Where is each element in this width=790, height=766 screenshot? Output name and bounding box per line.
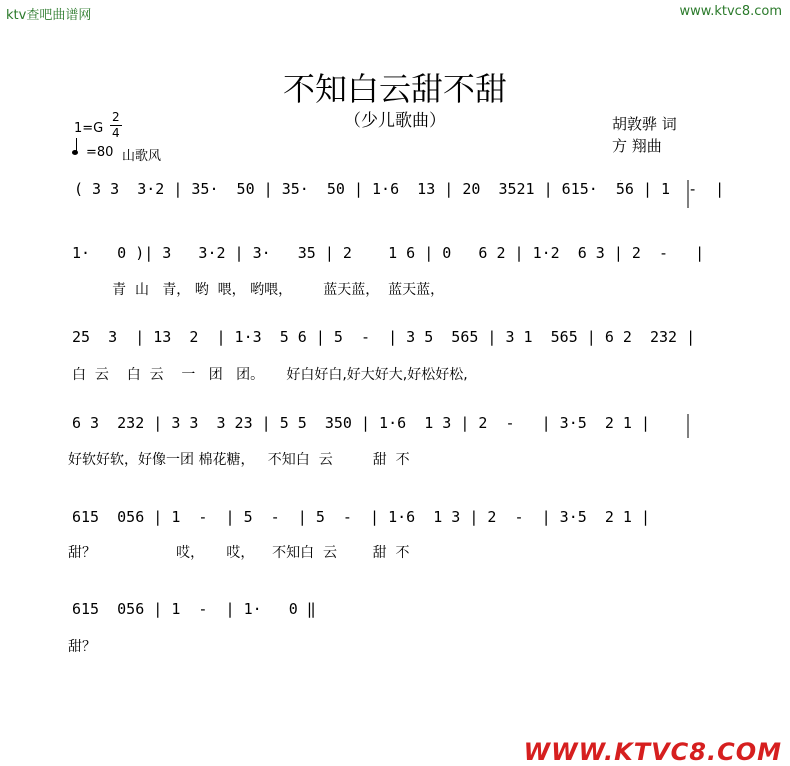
page-title: 不知白云甜不甜 bbox=[282, 70, 507, 108]
time-signature-bottom: 4 bbox=[112, 126, 120, 140]
score-row-5 bbox=[0, 508, 790, 598]
score-row-4 bbox=[0, 414, 790, 504]
watermark-top-right: www.ktvc8.com bbox=[679, 4, 782, 19]
page-subtitle: （少儿歌曲） bbox=[344, 111, 446, 131]
row-4-marks bbox=[0, 414, 790, 504]
score-row-3 bbox=[0, 328, 790, 418]
notation-line: 615 056 | 1 - | 5 - | 5 - | 1·6 1 3 | 2 - | 3·5 2 1 | bbox=[72, 508, 650, 526]
score-row-2 bbox=[0, 244, 790, 334]
quarter-note-icon bbox=[72, 150, 78, 155]
lyric-line: 甜？ 哎， 哎， 不知白 云 甜 不 bbox=[68, 545, 410, 561]
composer-credit: 方 翔曲 bbox=[612, 137, 662, 155]
notation-line: 615 056 | 1 - | 1· 0 ‖ bbox=[72, 600, 316, 618]
style-marking: 山歌风 bbox=[122, 149, 162, 164]
score-row-6 bbox=[0, 600, 790, 690]
lyric-line: 青 山 青， 哟 喂， 哟喂， 蓝天蓝， 蓝天蓝， bbox=[72, 282, 445, 298]
row-6-marks bbox=[0, 600, 790, 690]
tempo-marking: =80 bbox=[86, 145, 114, 160]
notation-line: 1· 0 )| 3 3·2 | 3· 35 | 2 1 6 | 0 6 2 | 1·2 6 3 | 2 - | bbox=[72, 244, 705, 262]
notation-line: 25 3 | 13 2 | 1·3 5 6 | 5 - | 3 5 565 | 3 1 565 | 6 2 232 | bbox=[72, 328, 696, 346]
credits bbox=[612, 113, 677, 157]
time-signature-top: 2 bbox=[112, 110, 120, 124]
lyricist-credit: 胡敦骅 词 bbox=[612, 115, 677, 133]
key-signature: 1=G bbox=[74, 121, 104, 136]
watermark-top-left: ktv查吧曲谱网 bbox=[6, 8, 92, 23]
notation-line: ( 3 3 3·2 | 35· 50 | 35· 50 | 1·6 13 | 20 3521 | 615· 56 | 1 - | bbox=[74, 180, 725, 198]
lyric-line: 好软好软，好像一团 棉花糖， 不知白 云 甜 不 bbox=[68, 452, 410, 468]
lyric-line: 白 云 白 云 一 团 团。 好白好白,好大好大,好松好松, bbox=[72, 367, 468, 383]
notation-line: 6 3 232 | 3 3 3 23 | 5 5 350 | 1·6 1 3 | 2 - | 3·5 2 1 | bbox=[72, 414, 650, 432]
row-2-marks bbox=[0, 244, 790, 334]
row-5-marks bbox=[0, 508, 790, 598]
lyric-line: 甜？ bbox=[68, 639, 96, 655]
watermark-bottom-right: WWW.KTVC8.COM bbox=[523, 738, 782, 766]
